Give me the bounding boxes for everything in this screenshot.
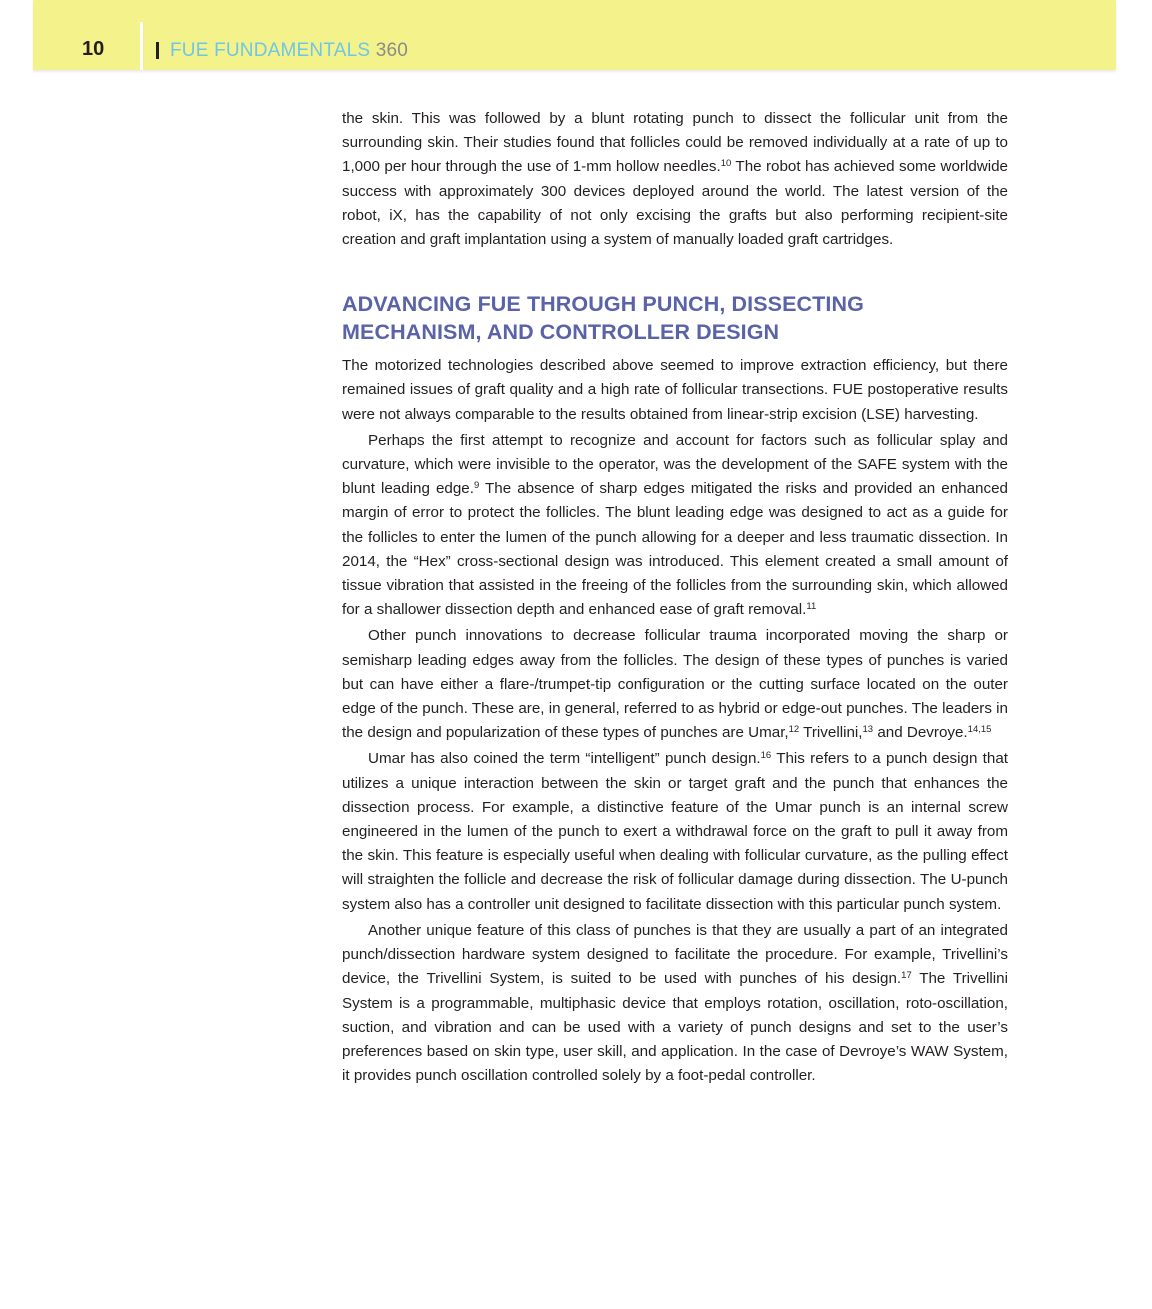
page-number: 10 bbox=[82, 38, 105, 60]
text: Other punch innovations to decrease follicular trauma incorporated moving the sharp or semisharp leading edges away from the follicles. The design of these types of punches is varied but can have either a flare-/trumpet-tip configuration or the cutting surface located on the outer edge of the punch. These are, in general, referred to as hybrid or edge-out punches. The leaders in the design and popularization of these types of punches are Umar, bbox=[342, 627, 1008, 742]
text: The absence of sharp edges mitigated the risks and provided an enhanced margin of error to protect the follicles. The blunt leading edge was designed to act as a guide for the follicles to enter the lumen of the punch allowing for a deeper and less traumatic dissection. In 2014, the “Hex” cross-sectional design was introduced. This element created a small amount of tissue vibration that assisted in the freeing of the follicles from the surrounding skin, which allowed for a shallower dissection depth and enhanced ease of graft removal. bbox=[342, 480, 1008, 619]
footnote-ref: 10 bbox=[720, 158, 732, 170]
paragraph bbox=[342, 107, 1008, 252]
text: Perhaps the first attempt to recognize and account for factors such as follicular splay and curvature, which were invisible to the operator, was the development of the SAFE system with the blunt leading edge. bbox=[342, 431, 1008, 498]
paragraph bbox=[342, 919, 1008, 1088]
body-text bbox=[342, 107, 1008, 1088]
paragraph bbox=[342, 429, 1008, 623]
text: the skin. This was followed by a blunt rotating punch to dissect the follicular unit from the surrounding skin. Their studies found that follicles could be removed individually at a rate of up to 1,000 per hour through the use of 1-mm hollow needles. bbox=[342, 110, 1008, 176]
footnote-ref: 12 bbox=[788, 724, 800, 736]
text: Another unique feature of this class of punches is that they are usually a part of an integrated punch/dissection hardware system designed to facilitate the procedure. For example, Trivellini’s device, the Trivellini System, is suited to be used with punches of his design. bbox=[342, 921, 1008, 988]
section-heading bbox=[342, 290, 1008, 346]
text: Umar has also coined the term “intelligent” punch design. bbox=[368, 750, 761, 768]
text: Trivellini, bbox=[799, 724, 863, 742]
text: This refers to a punch design that utilizes a unique interaction between the skin or target graft and the punch that enhances the dissection process. For example, a distinctive feature of the Umar punch is an internal screw engineered in the lumen of the punch to exert a withdrawal force on the graft to pull it away from the skin. This feature is especially useful when dealing with follicular curvature, as the pulling effect will straighten the follicle and decrease the risk of follicular damage during dissection. The U-punch system also has a controller unit designed to facilitate dissection with this particular punch system. bbox=[342, 750, 1009, 913]
text: The Trivellini System is a programmable, multiphasic device that employs rotation, oscillation, roto-oscillation, suction, and vibration and can be used with a variety of punch designs and set to the user’s preferences based on skin type, user skill, and application. In the case of Devroye’s WAW System, it provides punch oscillation controlled solely by a foot-pedal controller. bbox=[342, 970, 1008, 1085]
running-title-number: 360 bbox=[370, 40, 409, 61]
footnote-ref: 13 bbox=[862, 724, 874, 736]
text: The motorized technologies described above seemed to improve extraction efficiency, but there remained issues of graft quality and a high rate of follicular transections. FUE postoperative results were not always comparable to the results obtained from linear-strip excision (LSE) harvesting. bbox=[342, 357, 1008, 423]
footnote-ref: 16 bbox=[760, 750, 772, 762]
paragraph bbox=[342, 747, 1008, 916]
footnote-ref: 17 bbox=[901, 970, 912, 982]
running-title-main: FUE FUNDAMENTALS bbox=[170, 40, 371, 61]
paragraph bbox=[342, 624, 1008, 745]
heading-line-2: MECHANISM, AND CONTROLLER DESIGN bbox=[342, 320, 780, 345]
header-divider bbox=[140, 22, 143, 70]
heading-line-1: ADVANCING FUE THROUGH PUNCH, DISSECTING bbox=[342, 292, 864, 317]
running-title-bar bbox=[156, 42, 159, 59]
text: and Devroye. bbox=[873, 724, 968, 742]
paragraph bbox=[342, 354, 1008, 427]
text: The robot has achieved some worldwide success with approximately 300 devices deployed around the world. The latest version of the robot, iX, has the capability of not only excising the grafts but also performing recipient-site creation and graft implantation using a system of manually loaded graft cartridges. bbox=[342, 158, 1009, 249]
footnote-ref: 11 bbox=[806, 601, 817, 613]
footnote-ref: 14,15 bbox=[967, 724, 992, 736]
footnote-ref: 9 bbox=[473, 480, 480, 492]
running-title bbox=[170, 40, 408, 62]
